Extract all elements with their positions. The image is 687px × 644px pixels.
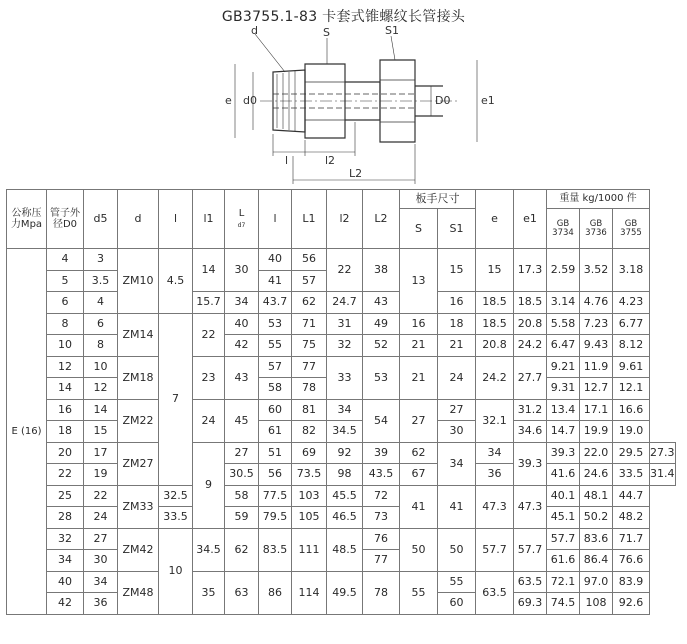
label-d0: d0 xyxy=(243,94,257,107)
cell: 34.6 xyxy=(514,421,547,443)
cell: 9 xyxy=(193,442,225,528)
cell: ZM27 xyxy=(118,442,159,485)
cell: 76.6 xyxy=(613,550,650,572)
cell: 55 xyxy=(438,571,476,593)
cell: 53 xyxy=(363,356,400,399)
cell: 24.2 xyxy=(476,356,514,399)
label-d: d xyxy=(251,24,258,37)
cell: 49 xyxy=(363,313,400,335)
cell: 34 xyxy=(225,292,259,314)
cell: 55 xyxy=(400,571,438,614)
cell: 105 xyxy=(292,507,327,529)
cell: 45.1 xyxy=(547,507,580,529)
cell: 31 xyxy=(327,313,363,335)
cell: 8 xyxy=(84,335,118,357)
cell: 73.5 xyxy=(292,464,327,486)
cell: 34 xyxy=(438,442,476,485)
cell: 27 xyxy=(400,399,438,442)
cell: 54 xyxy=(363,399,400,442)
cell: 56 xyxy=(259,464,292,486)
cell: 7 xyxy=(159,313,193,485)
header-wrench: 板手尺寸 xyxy=(400,190,476,209)
cell: 108 xyxy=(580,593,613,615)
cell: 52 xyxy=(363,335,400,357)
cell: 15 xyxy=(84,421,118,443)
header-l3: l xyxy=(259,190,292,249)
cell: 3.14 xyxy=(547,292,580,314)
cell: 3.5 xyxy=(84,270,118,292)
cell: 18.5 xyxy=(514,292,547,314)
cell: 9.31 xyxy=(547,378,580,400)
cell: 71.7 xyxy=(613,528,650,550)
cell: 50 xyxy=(400,528,438,571)
cell: 98 xyxy=(327,464,363,486)
cell: 63 xyxy=(225,571,259,614)
cell: 36 xyxy=(84,593,118,615)
cell: 83.6 xyxy=(580,528,613,550)
cell: 63.5 xyxy=(476,571,514,614)
label-e: e xyxy=(225,94,232,107)
cell: 24.2 xyxy=(514,335,547,357)
header-s: S xyxy=(400,209,438,249)
cell: 103 xyxy=(292,485,327,507)
cell: 35 xyxy=(193,571,225,614)
header-L: L d7 xyxy=(225,190,259,249)
cell: 10 xyxy=(47,335,84,357)
cell: 15 xyxy=(438,249,476,292)
cell: 5 xyxy=(47,270,84,292)
cell: ZM22 xyxy=(118,399,159,442)
header-d5: d5 xyxy=(84,190,118,249)
cell: 4.76 xyxy=(580,292,613,314)
label-s: S xyxy=(323,26,330,39)
cell: 3 xyxy=(84,249,118,271)
cell: 31.2 xyxy=(514,399,547,421)
cell: 34.5 xyxy=(193,528,225,571)
cell: 21 xyxy=(400,356,438,399)
header-l: l xyxy=(159,190,193,249)
cell: 2.59 xyxy=(547,249,580,292)
cell: 17.3 xyxy=(514,249,547,292)
cell: 83.9 xyxy=(613,571,650,593)
cell: 97.0 xyxy=(580,571,613,593)
header-tube-od: 管子外径D0 xyxy=(47,190,84,249)
cell: 14 xyxy=(47,378,84,400)
cell: 86 xyxy=(259,571,292,614)
table-row xyxy=(7,442,676,464)
cell: 58 xyxy=(259,378,292,400)
cell: 13.4 xyxy=(547,399,580,421)
table-row xyxy=(7,485,676,507)
cell: 42 xyxy=(225,335,259,357)
cell: 45 xyxy=(225,399,259,442)
cell: 24 xyxy=(193,399,225,442)
cell: 72.1 xyxy=(547,571,580,593)
cell: 15.7 xyxy=(193,292,225,314)
header-s1: S1 xyxy=(438,209,476,249)
cell: 57 xyxy=(292,270,327,292)
cell: 43.7 xyxy=(259,292,292,314)
cell: 92 xyxy=(327,442,363,464)
cell: 4.23 xyxy=(613,292,650,314)
label-l2: l2 xyxy=(325,154,336,167)
cell: 75 xyxy=(292,335,327,357)
cell: 39.3 xyxy=(514,442,547,485)
cell: 16 xyxy=(47,399,84,421)
label-l: l xyxy=(285,154,289,167)
cell: 60 xyxy=(438,593,476,615)
cell: 32.5 xyxy=(159,485,193,507)
cell: 19.9 xyxy=(580,421,613,443)
header-l2: l2 xyxy=(327,190,363,249)
cell: 58 xyxy=(225,485,259,507)
cell: 17 xyxy=(84,442,118,464)
pressure-cell: E (16) xyxy=(7,249,47,615)
cell: 71 xyxy=(292,313,327,335)
cell: 18.5 xyxy=(476,313,514,335)
cell: 67 xyxy=(400,464,438,486)
cell: 41 xyxy=(259,270,292,292)
cell: 38 xyxy=(363,249,400,292)
header-pressure: 公称压力Mpa xyxy=(7,190,47,249)
table-row xyxy=(7,571,676,593)
fitting-drawing xyxy=(205,24,505,188)
cell: 12.1 xyxy=(613,378,650,400)
table-row xyxy=(7,507,676,529)
cell: 40 xyxy=(47,571,84,593)
table-row xyxy=(7,313,676,335)
cell: 19 xyxy=(84,464,118,486)
cell: 40 xyxy=(259,249,292,271)
cell: 4 xyxy=(47,249,84,271)
table-row xyxy=(7,292,676,314)
cell: 41 xyxy=(400,485,438,528)
cell: 34 xyxy=(84,571,118,593)
cell: 10 xyxy=(84,356,118,378)
cell: 77 xyxy=(292,356,327,378)
cell: 48.5 xyxy=(327,528,363,571)
cell: 12.7 xyxy=(580,378,613,400)
cell: 9.43 xyxy=(580,335,613,357)
cell: 69 xyxy=(292,442,327,464)
cell: ZM48 xyxy=(118,571,159,614)
cell: 15 xyxy=(476,249,514,292)
cell: 16 xyxy=(438,292,476,314)
cell: ZM14 xyxy=(118,313,159,356)
cell: 31.4 xyxy=(650,464,676,486)
table-row xyxy=(7,399,676,421)
cell: 8.12 xyxy=(613,335,650,357)
cell: 22 xyxy=(47,464,84,486)
header-d: d xyxy=(118,190,159,249)
cell: ZM18 xyxy=(118,356,159,399)
cell: 57.7 xyxy=(476,528,514,571)
cell: 32.1 xyxy=(476,399,514,442)
cell: 61.6 xyxy=(547,550,580,572)
cell: 14 xyxy=(193,249,225,292)
cell: 114 xyxy=(292,571,327,614)
cell: 18.5 xyxy=(476,292,514,314)
cell: 33.5 xyxy=(613,464,650,486)
cell: ZM42 xyxy=(118,528,159,571)
cell: 27.3 xyxy=(650,442,676,464)
cell: 20 xyxy=(47,442,84,464)
cell: 6.47 xyxy=(547,335,580,357)
header-L1: L1 xyxy=(292,190,327,249)
table-row xyxy=(7,335,676,357)
cell: 25 xyxy=(47,485,84,507)
cell: 30.5 xyxy=(225,464,259,486)
cell: 49.5 xyxy=(327,571,363,614)
cell: 48.2 xyxy=(613,507,650,529)
cell: 77.5 xyxy=(259,485,292,507)
cell: 10 xyxy=(159,528,193,614)
cell: 72 xyxy=(363,485,400,507)
cell: 36 xyxy=(476,464,514,486)
cell: 30 xyxy=(225,249,259,292)
cell: 47.3 xyxy=(476,485,514,528)
cell: 24.6 xyxy=(580,464,613,486)
cell: 24 xyxy=(84,507,118,529)
cell: 18 xyxy=(438,313,476,335)
header-gb3736: GB 3736 xyxy=(580,209,613,249)
cell: 30 xyxy=(438,421,476,443)
cell: 50 xyxy=(438,528,476,571)
cell: 9.61 xyxy=(613,356,650,378)
cell: 78 xyxy=(363,571,400,614)
cell: 14 xyxy=(84,399,118,421)
cell: 7.23 xyxy=(580,313,613,335)
dimension-table xyxy=(6,189,676,615)
cell: 77 xyxy=(363,550,400,572)
cell: 83.5 xyxy=(259,528,292,571)
cell: 76 xyxy=(363,528,400,550)
cell: 62 xyxy=(292,292,327,314)
cell: 48.1 xyxy=(580,485,613,507)
cell: 6.77 xyxy=(613,313,650,335)
cell: 57 xyxy=(259,356,292,378)
cell: 41 xyxy=(438,485,476,528)
cell: 28 xyxy=(47,507,84,529)
cell: 45.5 xyxy=(327,485,363,507)
cell: 42 xyxy=(47,593,84,615)
cell: 40 xyxy=(225,313,259,335)
cell: 56 xyxy=(292,249,327,271)
cell: 43 xyxy=(225,356,259,399)
cell: 53 xyxy=(259,313,292,335)
cell: 12 xyxy=(84,378,118,400)
cell: 40.1 xyxy=(547,485,580,507)
cell: 27 xyxy=(438,399,476,421)
cell: 34 xyxy=(327,399,363,421)
cell: 55 xyxy=(259,335,292,357)
cell: 69.3 xyxy=(514,593,547,615)
header-l1: l1 xyxy=(193,190,225,249)
cell: 92.6 xyxy=(613,593,650,615)
header-e: e xyxy=(476,190,514,249)
cell: 20.8 xyxy=(514,313,547,335)
cell: 86.4 xyxy=(580,550,613,572)
cell: 20.8 xyxy=(476,335,514,357)
cell: 63.5 xyxy=(514,571,547,593)
label-L2-dim: L2 xyxy=(349,167,363,180)
table-row xyxy=(7,249,676,271)
page-title: GB3755.1-83 卡套式锥螺纹长管接头 xyxy=(221,9,466,25)
header-weight: 重量 kg/1000 件 xyxy=(547,190,650,209)
cell: 8 xyxy=(47,313,84,335)
cell: 22 xyxy=(84,485,118,507)
cell: 34 xyxy=(476,442,514,464)
cell: 21 xyxy=(400,335,438,357)
cell: 24.7 xyxy=(327,292,363,314)
cell: 16 xyxy=(400,313,438,335)
cell: 111 xyxy=(292,528,327,571)
cell: 82 xyxy=(292,421,327,443)
cell: 30 xyxy=(84,550,118,572)
cell: 5.58 xyxy=(547,313,580,335)
cell: 24 xyxy=(438,356,476,399)
table-row xyxy=(7,356,676,378)
cell: 23 xyxy=(193,356,225,399)
header-gb3755: GB 3755 xyxy=(613,209,650,249)
cell: 61 xyxy=(259,421,292,443)
cell: 59 xyxy=(225,507,259,529)
cell: 29.5 xyxy=(613,442,650,464)
cell: 14.7 xyxy=(547,421,580,443)
cell: 27 xyxy=(225,442,259,464)
cell: 43 xyxy=(363,292,400,314)
cell: 9.21 xyxy=(547,356,580,378)
cell: 57.7 xyxy=(514,528,547,571)
cell: 6 xyxy=(47,292,84,314)
table-row xyxy=(7,421,676,443)
cell: 21 xyxy=(438,335,476,357)
cell: 33.5 xyxy=(159,507,193,529)
table-row xyxy=(7,464,676,486)
cell: 44.7 xyxy=(613,485,650,507)
cell: 78 xyxy=(292,378,327,400)
cell: 51 xyxy=(259,442,292,464)
cell: 43.5 xyxy=(363,464,400,486)
cell: 19.0 xyxy=(613,421,650,443)
cell: 17.1 xyxy=(580,399,613,421)
cell: 32 xyxy=(327,335,363,357)
cell: 47.3 xyxy=(514,485,547,528)
cell: 33 xyxy=(327,356,363,399)
cell: 41.6 xyxy=(547,464,580,486)
label-do-tube: D0 xyxy=(435,94,451,107)
cell: 57.7 xyxy=(547,528,580,550)
cell: 39 xyxy=(363,442,400,464)
label-s1: S1 xyxy=(385,24,399,37)
cell: 34.5 xyxy=(327,421,363,443)
cell: 22 xyxy=(193,313,225,356)
cell: 73 xyxy=(363,507,400,529)
cell: 22 xyxy=(327,249,363,292)
cell: 34 xyxy=(47,550,84,572)
cell: 3.52 xyxy=(580,249,613,292)
cell: ZM33 xyxy=(118,485,159,528)
cell: 60 xyxy=(259,399,292,421)
header-L2: L2 xyxy=(363,190,400,249)
cell: 39.3 xyxy=(547,442,580,464)
cell: 27 xyxy=(84,528,118,550)
header-gb3734: GB 3734 xyxy=(547,209,580,249)
cell: 6 xyxy=(84,313,118,335)
cell: 79.5 xyxy=(259,507,292,529)
cell: 22.0 xyxy=(580,442,613,464)
cell: 4.5 xyxy=(159,249,193,314)
cell: 3.18 xyxy=(613,249,650,292)
header-e1: e1 xyxy=(514,190,547,249)
cell: 16.6 xyxy=(613,399,650,421)
cell: 4 xyxy=(84,292,118,314)
cell: 74.5 xyxy=(547,593,580,615)
cell: 11.9 xyxy=(580,356,613,378)
cell: ZM10 xyxy=(118,249,159,314)
cell: 62 xyxy=(400,442,438,464)
cell: 12 xyxy=(47,356,84,378)
label-e1: e1 xyxy=(481,94,495,107)
cell: 62 xyxy=(225,528,259,571)
cell: 50.2 xyxy=(580,507,613,529)
cell: 18 xyxy=(47,421,84,443)
table-row xyxy=(7,528,676,550)
cell: 27.7 xyxy=(514,356,547,399)
cell: 13 xyxy=(400,249,438,314)
cell: 81 xyxy=(292,399,327,421)
cell: 46.5 xyxy=(327,507,363,529)
cell: 32 xyxy=(47,528,84,550)
